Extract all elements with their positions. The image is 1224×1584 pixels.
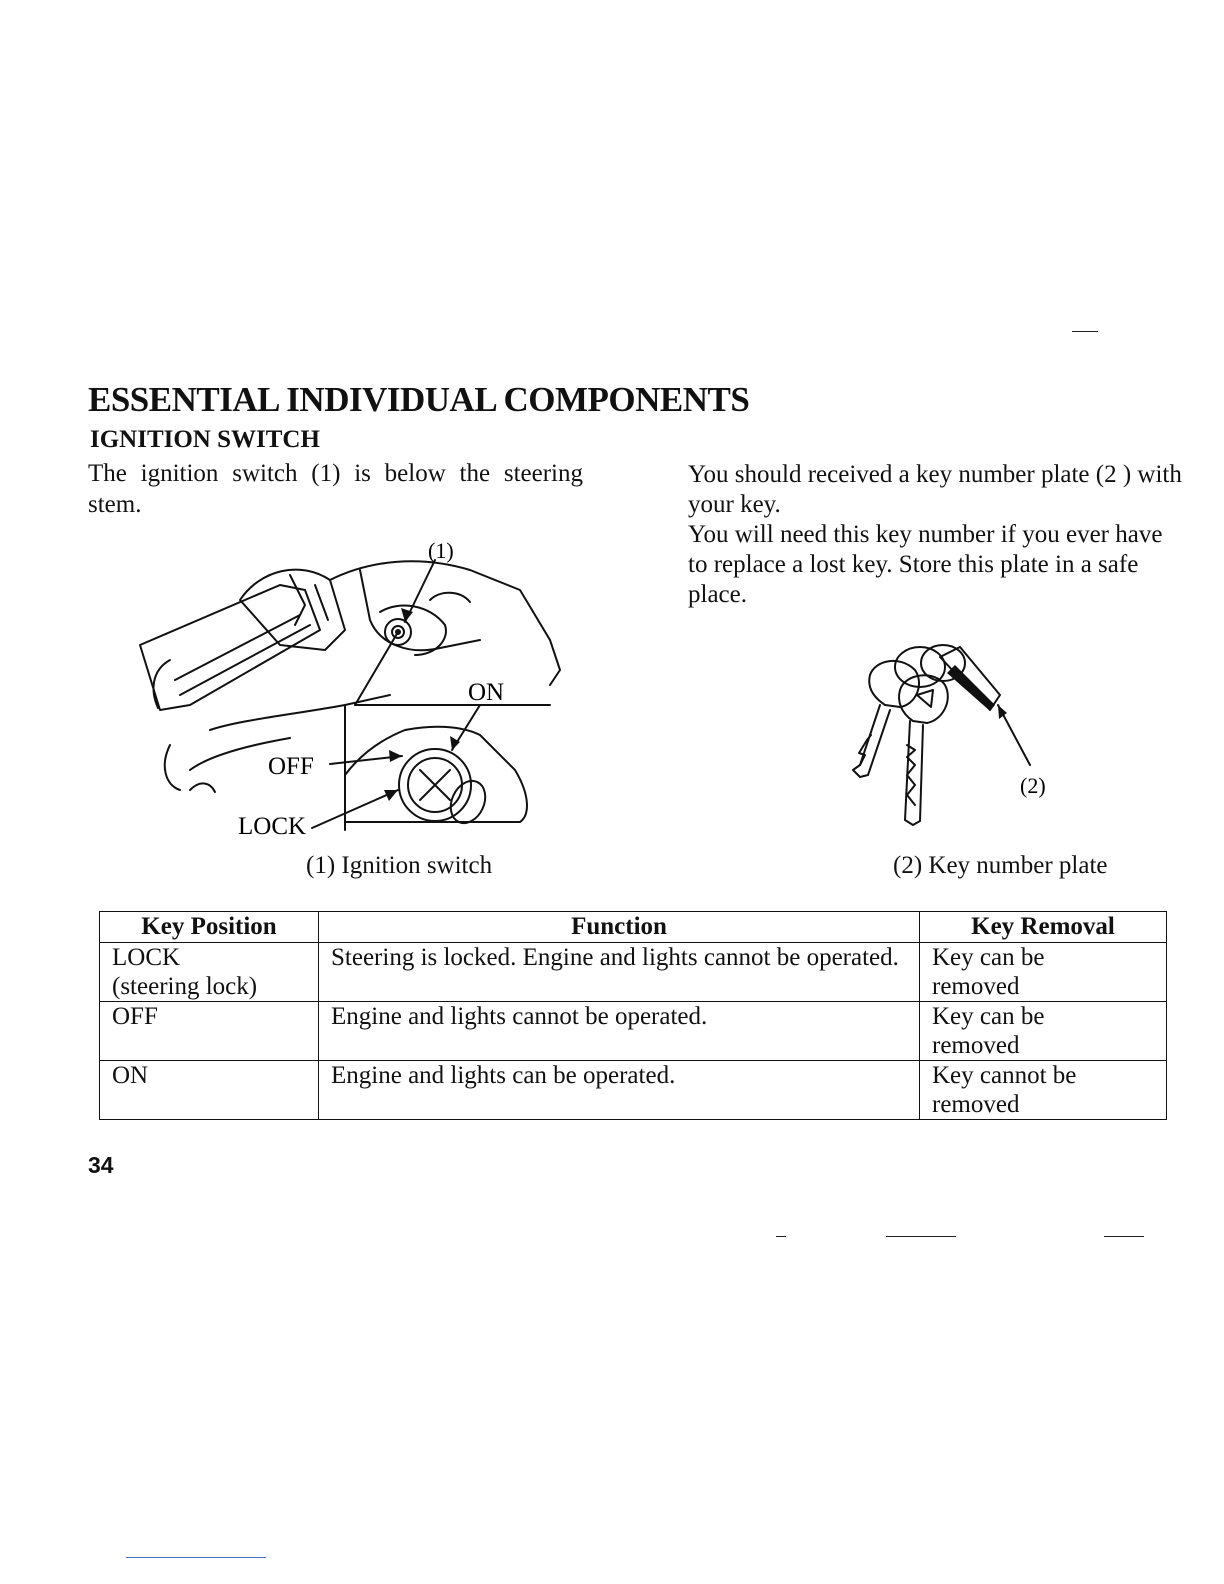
callout-1: (1) bbox=[428, 538, 454, 563]
cell-function: Engine and lights cannot be operated. bbox=[319, 1002, 920, 1061]
scan-mark bbox=[1104, 1236, 1144, 1237]
cell-key-removal: Key can be removed bbox=[920, 1002, 1167, 1061]
position-label: ON bbox=[112, 1062, 149, 1089]
ignition-switch-illustration bbox=[130, 530, 580, 845]
header-key-position: Key Position bbox=[100, 912, 319, 943]
table-row bbox=[100, 1002, 1167, 1061]
cell-function: Steering is locked. Engine and lights cannot be operated. bbox=[319, 943, 920, 1002]
section-title: ESSENTIAL INDIVIDUAL COMPONENTS bbox=[88, 380, 750, 419]
key-plate-description bbox=[688, 460, 1188, 610]
cell-function: Engine and lights can be operated. bbox=[319, 1061, 920, 1120]
keys-illustration bbox=[835, 635, 1065, 830]
cell-key-removal: Key cannot be removed bbox=[920, 1061, 1167, 1120]
table-row bbox=[100, 943, 1167, 1002]
position-note: (steering lock) bbox=[112, 973, 258, 1000]
header-function: Function bbox=[319, 912, 920, 943]
scan-mark bbox=[776, 1236, 786, 1237]
table-header-row bbox=[100, 912, 1167, 943]
key-position-table bbox=[99, 911, 1167, 1120]
scan-mark bbox=[886, 1236, 956, 1237]
position-label: LOCK bbox=[112, 944, 181, 971]
cell-key-removal: Key can be removed bbox=[920, 943, 1167, 1002]
table-row bbox=[100, 1061, 1167, 1120]
label-lock: LOCK bbox=[238, 813, 307, 840]
sub-title: IGNITION SWITCH bbox=[90, 426, 320, 453]
key-plate-paragraph-1: You should received a key number plate (2 ) with your key. bbox=[688, 461, 1182, 518]
callout-2: (2) bbox=[1020, 773, 1046, 798]
scan-mark bbox=[126, 1557, 266, 1558]
page-number: 34 bbox=[88, 1152, 114, 1178]
scan-mark bbox=[1072, 331, 1098, 332]
label-off: OFF bbox=[268, 753, 314, 780]
cell-key-position bbox=[100, 1002, 319, 1061]
position-label: OFF bbox=[112, 1003, 158, 1030]
header-key-removal: Key Removal bbox=[920, 912, 1167, 943]
cell-key-position bbox=[100, 1061, 319, 1120]
key-plate-paragraph-2: You will need this key number if you ever have to replace a lost key. Store this plate in a safe place. bbox=[688, 521, 1163, 608]
cell-key-position bbox=[100, 943, 319, 1002]
figure-caption-ignition-switch: (1) Ignition switch bbox=[306, 852, 493, 879]
ignition-description: The ignition switch (1) is below the steering stem. bbox=[88, 460, 583, 518]
figure-caption-key-number-plate: (2) Key number plate bbox=[893, 852, 1108, 879]
label-on: ON bbox=[468, 679, 505, 706]
